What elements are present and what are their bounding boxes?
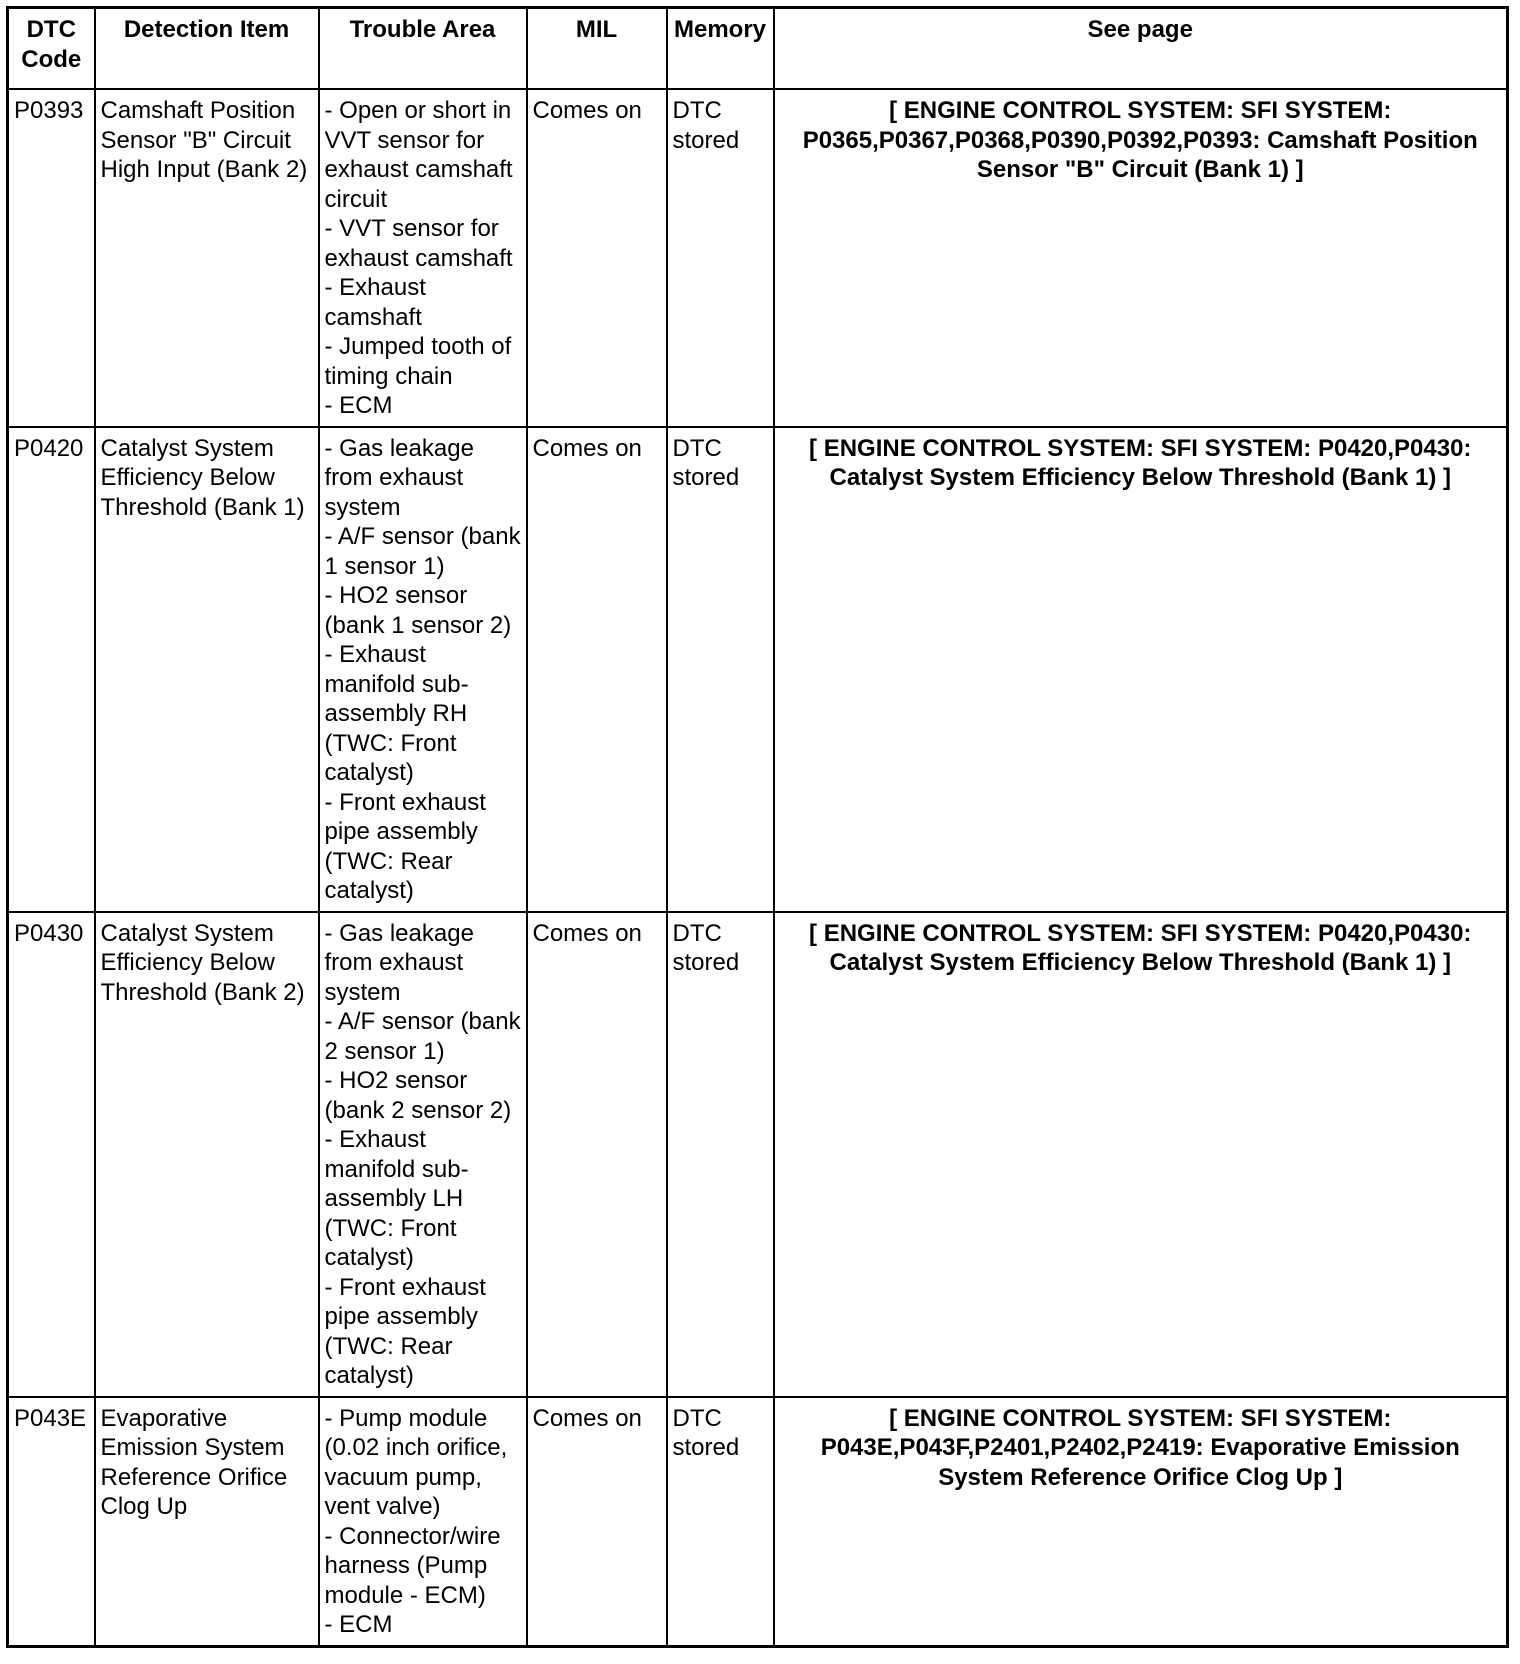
trouble-area-cell bbox=[319, 1397, 527, 1647]
trouble-area-line: - Open or short in VVT sensor for exhaust camshaft circuit bbox=[324, 97, 513, 213]
trouble-area-line: - HO2 sensor (bank 1 sensor 2) bbox=[324, 582, 512, 639]
trouble-area-line: - Connector/wire harness (Pump module - ECM) bbox=[324, 1522, 501, 1609]
mil-cell: Comes on bbox=[527, 912, 667, 1397]
see-page-link[interactable]: [ ENGINE CONTROL SYSTEM: SFI SYSTEM: P0420,P0430: Catalyst System Efficiency Below Threshold (Bank 1) ] bbox=[774, 427, 1508, 912]
header-see-page: See page bbox=[774, 8, 1508, 90]
table-row bbox=[8, 89, 1508, 427]
mil-cell: Comes on bbox=[527, 427, 667, 912]
trouble-area-line: - VVT sensor for exhaust camshaft bbox=[324, 215, 513, 272]
trouble-area-line: - A/F sensor (bank 1 sensor 1) bbox=[324, 523, 521, 580]
header-trouble-area: Trouble Area bbox=[319, 8, 527, 90]
table-row bbox=[8, 1397, 1508, 1647]
trouble-area-line: - ECM bbox=[324, 392, 393, 419]
trouble-area-cell bbox=[319, 427, 527, 912]
see-page-link[interactable]: [ ENGINE CONTROL SYSTEM: SFI SYSTEM: P0365,P0367,P0368,P0390,P0392,P0393: Camshaft Position Sensor "B" Circuit (Bank 1) ] bbox=[774, 89, 1508, 427]
trouble-area-line: - Exhaust manifold sub-assembly LH (TWC: Front catalyst) bbox=[324, 1126, 469, 1271]
trouble-area-cell bbox=[319, 912, 527, 1397]
trouble-area-line: - Exhaust manifold sub-assembly RH (TWC: Front catalyst) bbox=[324, 641, 469, 786]
mil-cell: Comes on bbox=[527, 89, 667, 427]
trouble-area-line: - Pump module (0.02 inch orifice, vacuum pump, vent valve) bbox=[324, 1404, 508, 1520]
dtc-code-cell: P043E bbox=[8, 1397, 95, 1647]
trouble-area-line: - ECM bbox=[324, 1611, 393, 1638]
dtc-code-cell: P0420 bbox=[8, 427, 95, 912]
trouble-area-cell bbox=[319, 89, 527, 427]
trouble-area-line: - Front exhaust pipe assembly (TWC: Rear catalyst) bbox=[324, 788, 486, 904]
header-dtc-code: DTC Code bbox=[8, 8, 95, 90]
table-header-row bbox=[8, 8, 1508, 90]
detection-item-cell: Evaporative Emission System Reference Orifice Clog Up bbox=[95, 1397, 319, 1647]
dtc-code-cell: P0430 bbox=[8, 912, 95, 1397]
table-row bbox=[8, 912, 1508, 1397]
see-page-link[interactable]: [ ENGINE CONTROL SYSTEM: SFI SYSTEM: P0420,P0430: Catalyst System Efficiency Below Threshold (Bank 1) ] bbox=[774, 912, 1508, 1397]
table-row bbox=[8, 427, 1508, 912]
detection-item-cell: Catalyst System Efficiency Below Threshold (Bank 2) bbox=[95, 912, 319, 1397]
dtc-table bbox=[6, 6, 1509, 1648]
memory-cell: DTC stored bbox=[667, 912, 774, 1397]
trouble-area-line: - A/F sensor (bank 2 sensor 1) bbox=[324, 1008, 521, 1065]
dtc-code-cell: P0393 bbox=[8, 89, 95, 427]
trouble-area-line: - Gas leakage from exhaust system bbox=[324, 434, 474, 521]
memory-cell: DTC stored bbox=[667, 1397, 774, 1647]
mil-cell: Comes on bbox=[527, 1397, 667, 1647]
memory-cell: DTC stored bbox=[667, 89, 774, 427]
trouble-area-line: - Gas leakage from exhaust system bbox=[324, 919, 474, 1006]
trouble-area-line: - Jumped tooth of timing chain bbox=[324, 333, 512, 390]
header-memory: Memory bbox=[667, 8, 774, 90]
detection-item-cell: Camshaft Position Sensor "B" Circuit High Input (Bank 2) bbox=[95, 89, 319, 427]
see-page-link[interactable]: [ ENGINE CONTROL SYSTEM: SFI SYSTEM: P043E,P043F,P2401,P2402,P2419: Evaporative Emission System Reference Orifice Clog Up ] bbox=[774, 1397, 1508, 1647]
header-mil: MIL bbox=[527, 8, 667, 90]
header-detection-item: Detection Item bbox=[95, 8, 319, 90]
trouble-area-line: - Front exhaust pipe assembly (TWC: Rear catalyst) bbox=[324, 1273, 486, 1389]
detection-item-cell: Catalyst System Efficiency Below Threshold (Bank 1) bbox=[95, 427, 319, 912]
trouble-area-line: - Exhaust camshaft bbox=[324, 274, 426, 331]
trouble-area-line: - HO2 sensor (bank 2 sensor 2) bbox=[324, 1067, 512, 1124]
memory-cell: DTC stored bbox=[667, 427, 774, 912]
